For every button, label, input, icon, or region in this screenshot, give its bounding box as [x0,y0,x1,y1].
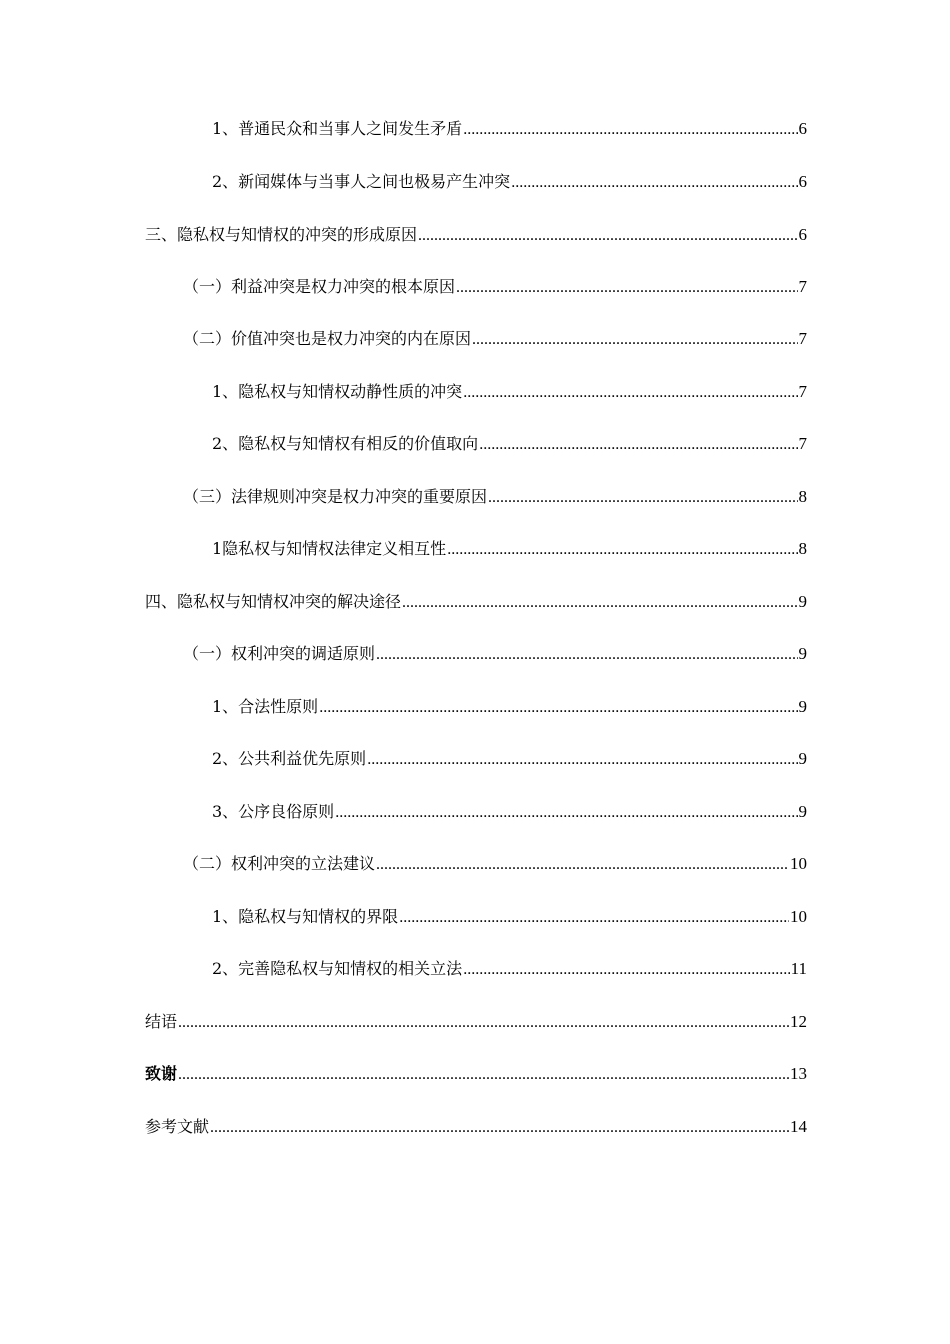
toc-entry-label: （一）利益冲突是权力冲突的根本原因 [183,277,456,296]
toc-entry-page: 9 [798,802,807,821]
toc-entry-label: 1隐私权与知情权法律定义相互性 [212,539,447,558]
dot-leader [479,433,797,455]
toc-entry-page: 6 [798,172,807,191]
dot-leader [319,696,797,718]
toc-entry-label: 1、合法性原则 [212,697,319,716]
toc-entry[interactable] [212,433,807,455]
toc-entry-page: 10 [790,907,807,926]
toc-entry[interactable] [145,1011,807,1033]
dot-leader [463,958,789,980]
toc-entry-label: 致谢 [145,1064,178,1083]
toc-entry-label: 2、公共利益优先原则 [212,749,367,768]
toc-entry-page: 13 [790,1064,807,1083]
toc-entry-label: （二）权利冲突的立法建议 [183,854,376,873]
toc-entry-label: （三）法律规则冲突是权力冲突的重要原因 [183,487,488,506]
toc-entry-page: 7 [798,382,807,401]
dot-leader [488,486,797,508]
toc-entry-label: 2、新闻媒体与当事人之间也极易产生冲突 [212,172,511,191]
toc-entry-page: 7 [798,277,807,296]
dot-leader [376,853,789,875]
toc-entry-label: 三、隐私权与知情权的冲突的形成原因 [145,225,418,244]
toc-entry[interactable] [145,591,807,613]
toc-entry-page: 7 [798,434,807,453]
dot-leader [335,801,797,823]
toc-entry[interactable] [212,696,807,718]
dot-leader [456,276,797,298]
dot-leader [178,1011,789,1033]
toc-entry-label: 四、隐私权与知情权冲突的解决途径 [145,592,402,611]
toc-entry-label: （一）权利冲突的调适原则 [183,644,376,663]
toc-entry-page: 9 [798,749,807,768]
toc-entry[interactable] [145,224,807,246]
toc-entry[interactable] [212,801,807,823]
toc-entry[interactable] [183,486,807,508]
toc-entry-page: 8 [798,487,807,506]
toc-entry[interactable] [183,853,807,875]
toc-entry-page: 6 [798,225,807,244]
toc-entry[interactable] [145,1063,807,1085]
toc-entry-label: 3、公序良俗原则 [212,802,335,821]
toc-entry-page: 6 [798,119,807,138]
toc-entry[interactable] [212,381,807,403]
toc-entry-page: 12 [790,1012,807,1031]
toc-entry-label: 1、普通民众和当事人之间发生矛盾 [212,119,463,138]
toc-entry-label: 参考文献 [145,1117,210,1136]
toc-entry-page: 11 [790,959,807,978]
toc-entry-label: （二）价值冲突也是权力冲突的内在原因 [183,329,472,348]
dot-leader [399,906,789,928]
dot-leader [447,538,797,560]
toc-entry-page: 9 [798,697,807,716]
dot-leader [210,1116,789,1138]
toc-entry-page: 14 [790,1117,807,1136]
toc-entry[interactable] [212,538,807,560]
toc-entry-label: 1、隐私权与知情权动静性质的冲突 [212,382,463,401]
toc-entry-label: 2、完善隐私权与知情权的相关立法 [212,959,463,978]
toc-entry[interactable] [145,1116,807,1138]
toc-entry[interactable] [212,748,807,770]
dot-leader [376,643,797,665]
toc-entry[interactable] [212,118,807,140]
toc-entry-label: 结语 [145,1012,178,1031]
toc-entry-page: 9 [798,592,807,611]
toc-entry[interactable] [212,906,807,928]
toc-entry-page: 8 [798,539,807,558]
toc-entry-page: 7 [798,329,807,348]
toc-entry-label: 1、隐私权与知情权的界限 [212,907,399,926]
dot-leader [463,118,797,140]
toc-entry-page: 9 [798,644,807,663]
dot-leader [402,591,797,613]
dot-leader [367,748,797,770]
dot-leader [178,1063,789,1085]
toc-entry-page: 10 [790,854,807,873]
toc-entry[interactable] [183,643,807,665]
dot-leader [418,224,797,246]
toc-entry-label: 2、隐私权与知情权有相反的价值取向 [212,434,479,453]
toc-entry[interactable] [212,958,807,980]
dot-leader [472,328,797,350]
toc-entry[interactable] [212,171,807,193]
toc-entry[interactable] [183,328,807,350]
dot-leader [511,171,797,193]
dot-leader [463,381,797,403]
toc-entry[interactable] [183,276,807,298]
